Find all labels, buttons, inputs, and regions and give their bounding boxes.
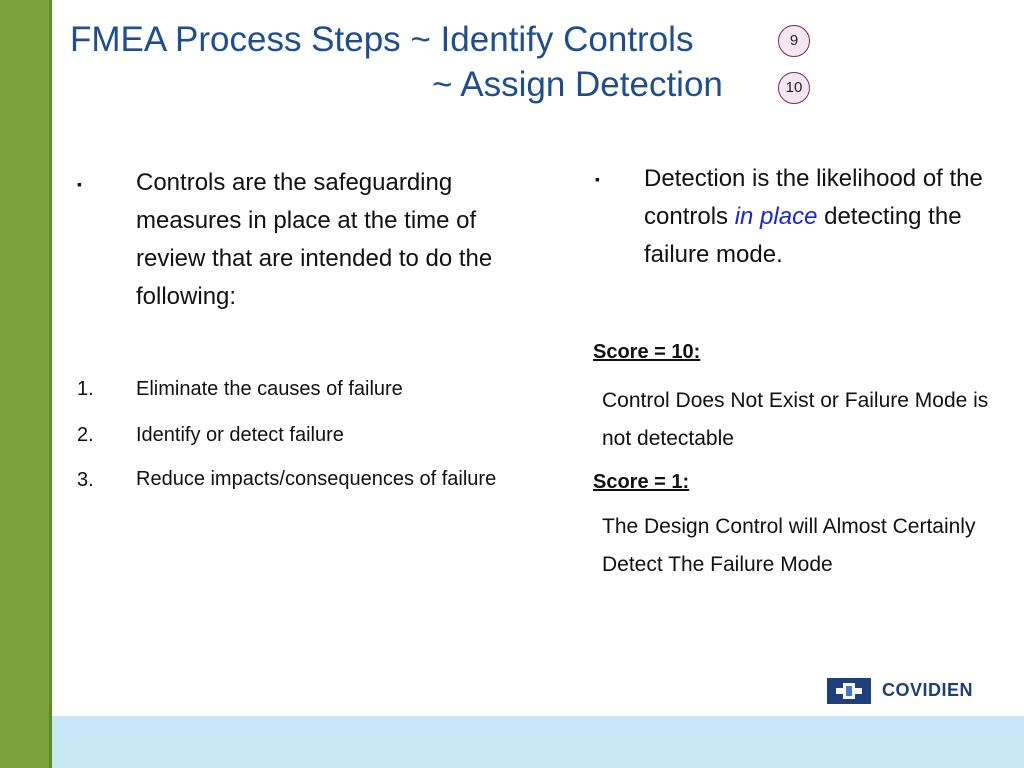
score-10-description: Control Does Not Exist or Failure Mode is not detectable bbox=[602, 389, 989, 450]
list-number: 1. bbox=[77, 378, 94, 400]
detection-definition bbox=[644, 160, 1004, 274]
detection-text-a: Detection is the likelihood of the controls bbox=[644, 165, 983, 230]
left-accent-bar bbox=[0, 0, 52, 768]
bullet-icon: ▪ bbox=[77, 176, 82, 192]
covidien-logo bbox=[827, 676, 977, 706]
score-1-description: The Design Control will Almost Certainly Detect The Failure Mode bbox=[602, 515, 976, 576]
left-accent-edge bbox=[49, 0, 52, 768]
controls-definition: Controls are the safeguarding measures in place at the time of review that are intended to do the following: bbox=[136, 169, 493, 310]
slide-title-line2: ~ Assign Detection bbox=[432, 65, 723, 104]
step-badge-10: 10 bbox=[778, 72, 810, 104]
emphasis-in-place: in place bbox=[734, 203, 818, 230]
slide-title-line1: FMEA Process Steps ~ Identify Controls bbox=[70, 20, 694, 59]
bullet-icon: ▪ bbox=[595, 171, 600, 187]
list-item: Eliminate the causes of failure bbox=[136, 378, 403, 400]
footer-band bbox=[52, 716, 1024, 768]
list-number: 3. bbox=[77, 469, 94, 491]
step-badge-9: 9 bbox=[778, 25, 810, 57]
list-item: Identify or detect failure bbox=[136, 424, 344, 446]
score-10-label: Score = 10: bbox=[593, 341, 701, 363]
detection-text-b: detecting the failure mode. bbox=[644, 203, 962, 268]
logo-wordmark: COVIDIEN bbox=[882, 680, 974, 700]
covidien-cross-icon bbox=[827, 678, 871, 704]
list-item: Reduce impacts/consequences of failure bbox=[136, 468, 497, 490]
score-1-label: Score = 1: bbox=[593, 471, 690, 493]
list-number: 2. bbox=[77, 424, 94, 446]
